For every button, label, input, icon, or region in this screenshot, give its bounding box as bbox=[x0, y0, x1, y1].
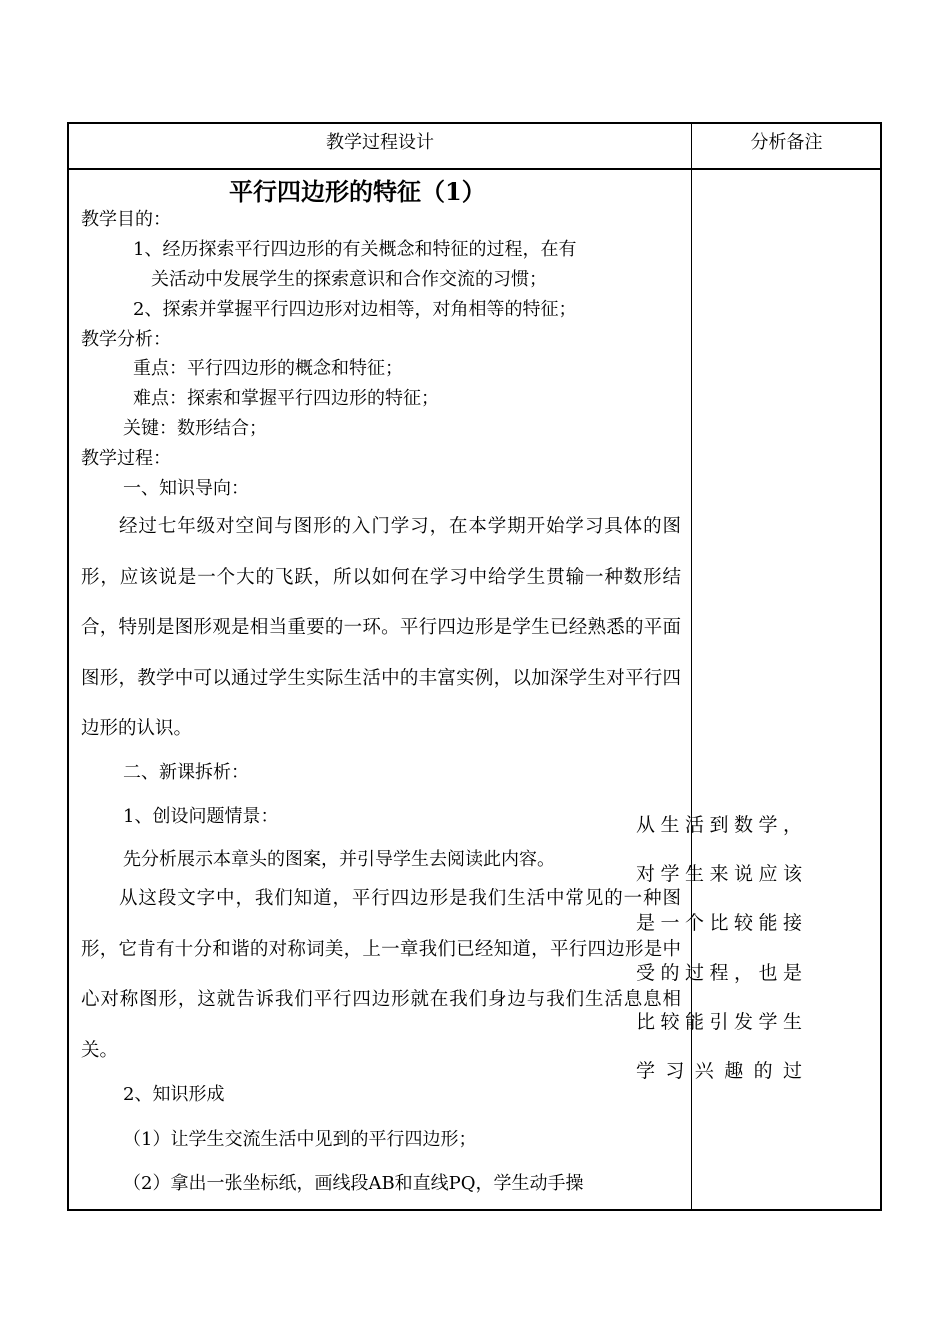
key: 关键：数形结合； bbox=[123, 418, 267, 439]
section-2-heading: 二、新课拆析： bbox=[123, 762, 249, 783]
item-2: （2）拿出一张坐标纸，画线段AB和直线PQ，学生动手操 bbox=[123, 1173, 584, 1194]
objective-2: 2、探索并掌握平行四边形对边相等，对角相等的特征； bbox=[133, 299, 577, 320]
key-point: 重点：平行四边形的概念和特征； bbox=[133, 358, 403, 379]
analysis-heading: 教学分析： bbox=[81, 329, 171, 350]
header-analysis-notes: 分析备注 bbox=[750, 132, 823, 153]
objectives-heading: 教学目的： bbox=[81, 209, 171, 230]
note-line-4: 受的过程，也是 bbox=[636, 961, 802, 984]
note-line-3: 是一个比较能接 bbox=[636, 912, 802, 935]
difficulty: 难点：探索和掌握平行四边形的特征； bbox=[133, 388, 439, 409]
analysis-notes-column bbox=[636, 801, 802, 1096]
header-process-design: 教学过程设计 bbox=[326, 132, 434, 153]
item-1: （1）让学生交流生活中见到的平行四边形； bbox=[123, 1129, 477, 1150]
objective-1-line1: 1、经历探索平行四边形的有关概念和特征的过程，在有 bbox=[133, 239, 577, 260]
section-1-heading: 一、知识导向： bbox=[123, 478, 249, 499]
objective-1-line2: 关活动中发展学生的探索意识和合作交流的习惯； bbox=[151, 269, 547, 290]
lesson-title: 平行四边形的特征（1） bbox=[229, 177, 486, 206]
paragraph-life-connection: 从这段文字中，我们知道，平行四边形是我们生活中常见的一种图形，它肯有十分和谐的对称词美，上一章我们已经知道，平行四边形是中心对称图形，这就告诉我们平行四边形就在我们身边与我们生活息息相关。 bbox=[81, 888, 681, 1061]
header-divider bbox=[69, 168, 880, 170]
step-2-heading: 2、知识形成 bbox=[123, 1084, 225, 1105]
step-1-heading: 1、创设问题情景： bbox=[123, 806, 279, 827]
note-line-1: 从生活到数学， bbox=[636, 814, 802, 836]
process-heading: 教学过程： bbox=[81, 448, 171, 469]
note-line-6: 学习兴趣的过 bbox=[636, 1060, 802, 1083]
step-1-text: 先分析展示本章头的图案，并引导学生去阅读此内容。 bbox=[123, 849, 555, 870]
paragraph-knowledge-guide: 经过七年级对空间与图形的入门学习，在本学期开始学习具体的图形，应该说是一个大的飞跃，所以如何在学习中给学生贯输一种数形结合，特别是图形观是相当重要的一环。平行四边形是学生已经熟悉的平面图形，教学中可以通过学生实际生活中的丰富实例，以加深学生对平行四边形的认识。 bbox=[81, 516, 681, 739]
note-line-5: 比较能引发学生 bbox=[636, 1010, 802, 1033]
note-line-2: 对学生来说应该 bbox=[636, 863, 802, 886]
